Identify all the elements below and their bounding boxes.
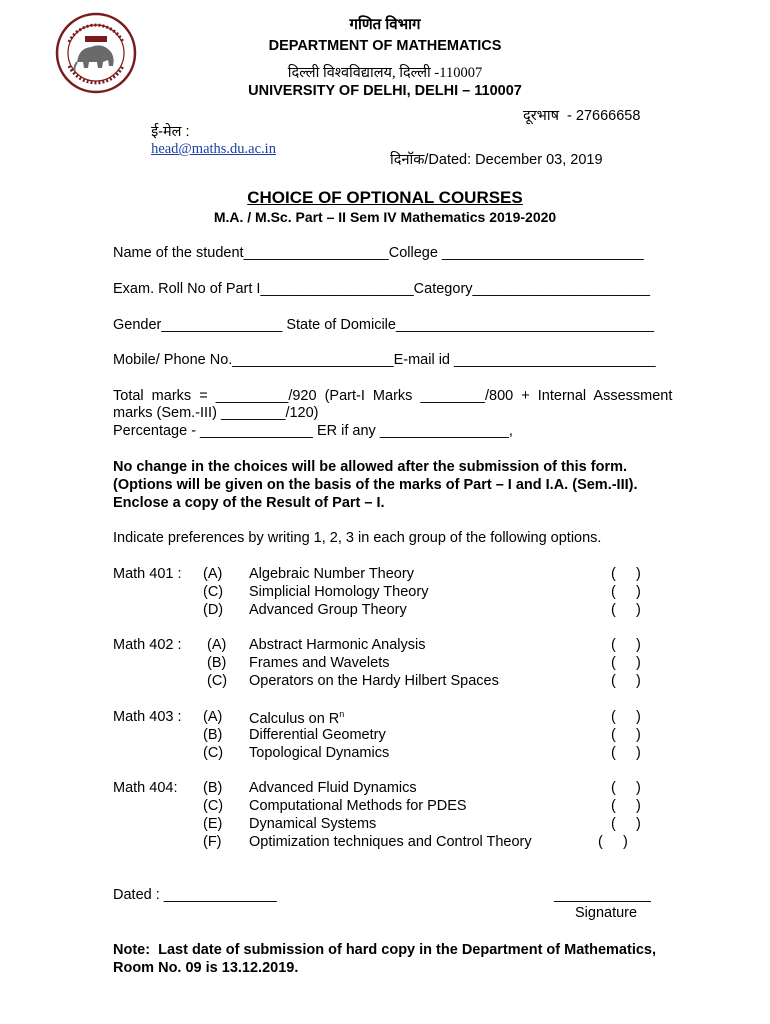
signature-label: Signature (575, 905, 638, 921)
option-name: Operators on the Hardy Hilbert Spaces (249, 673, 499, 689)
option-name: Advanced Group Theory (249, 602, 407, 618)
email-link[interactable]: head@maths.du.ac.in (151, 141, 276, 157)
option-name-calculus (249, 709, 344, 727)
option-code: (D) (203, 602, 224, 618)
field-total-marks[interactable]: Total marks = _________/920 (Part-I Marks ________/800 + Internal Assessment (113, 388, 673, 404)
group-label: Math 402 : (113, 637, 182, 653)
field-gender-domicile[interactable]: Gender_______________ State of Domicile________________________________ (113, 317, 655, 333)
preference-box[interactable]: ( ) (611, 727, 641, 743)
notice-line-1: No change in the choices will be allowed after the submission of this form. (113, 459, 628, 475)
dated-field[interactable]: Dated : ______________ (113, 887, 277, 903)
option-name: Algebraic Number Theory (249, 566, 414, 582)
option-name: Calculus on R (249, 710, 340, 727)
group-label: Math 404: (113, 780, 178, 796)
notice-line-3: Enclose a copy of the Result of Part – I. (113, 495, 385, 511)
option-code: (F) (203, 834, 222, 850)
group-label: Math 401 : (113, 566, 182, 582)
option-code: (B) (203, 727, 223, 743)
group-label: Math 403 : (113, 709, 182, 725)
field-internal-marks[interactable]: marks (Sem.-III) ________/120) (113, 405, 319, 421)
preference-box[interactable]: ( ) (611, 602, 641, 618)
option-code: (C) (203, 798, 224, 814)
preference-box[interactable]: ( ) (611, 780, 641, 796)
preference-box[interactable]: ( ) (611, 798, 641, 814)
instruction: Indicate preferences by writing 1, 2, 3 in each group of the following options. (113, 530, 602, 546)
note-line-2: Room No. 09 is 13.12.2019. (113, 960, 299, 976)
notice-line-2: (Options will be given on the basis of the marks of Part – I and I.A. (Sem.-III). (113, 477, 638, 493)
option-name: Optimization techniques and Control Theory (249, 834, 532, 850)
dept-name-hindi: गणित विभाग (349, 16, 421, 33)
preference-box[interactable]: ( ) (598, 834, 628, 850)
preference-box[interactable]: ( ) (611, 637, 641, 653)
email-label: ई-मेल : (151, 124, 190, 140)
field-roll-category[interactable]: Exam. Roll No of Part I___________________Category______________________ (113, 281, 650, 297)
dept-name: DEPARTMENT OF MATHEMATICS (268, 38, 502, 54)
phone: दूरभाष - 27666658 (523, 108, 641, 124)
univ-name: UNIVERSITY OF DELHI, DELHI – 110007 (248, 83, 522, 99)
option-name: Differential Geometry (249, 727, 386, 743)
form-subtitle: M.A. / M.Sc. Part – II Sem IV Mathematics 2019-2020 (213, 209, 557, 225)
option-name: Abstract Harmonic Analysis (249, 637, 426, 653)
option-name: Advanced Fluid Dynamics (249, 780, 417, 796)
superscript-n: n (339, 709, 345, 719)
option-code: (C) (207, 673, 228, 689)
option-name: Dynamical Systems (249, 816, 377, 832)
option-code: (A) (203, 709, 223, 725)
preference-box[interactable]: ( ) (611, 584, 641, 600)
dated: दिनॉक/Dated: December 03, 2019 (390, 152, 603, 168)
option-name: Simplicial Homology Theory (249, 584, 429, 600)
preference-box[interactable]: ( ) (611, 673, 641, 689)
email-row (143, 105, 276, 158)
option-code: (C) (203, 745, 224, 761)
preference-box[interactable]: ( ) (611, 655, 641, 671)
option-code: (B) (203, 780, 223, 796)
option-name: Computational Methods for PDES (249, 798, 467, 814)
field-name-college[interactable]: Name of the student__________________College _________________________ (113, 245, 644, 261)
field-percentage[interactable]: Percentage - ______________ ER if any ________________, (113, 423, 513, 439)
option-name: Topological Dynamics (249, 745, 390, 761)
option-name: Frames and Wavelets (249, 655, 390, 671)
signature-line[interactable]: ____________ (554, 887, 651, 903)
option-code: (B) (207, 655, 227, 671)
preference-box[interactable]: ( ) (611, 709, 641, 725)
note-line-1: Note: Last date of submission of hard copy in the Department of Mathematics, (113, 942, 657, 958)
preference-box[interactable]: ( ) (611, 745, 641, 761)
option-code: (E) (203, 816, 223, 832)
preference-box[interactable]: ( ) (611, 566, 641, 582)
univ-name-hindi: दिल्ली विश्वविद्यालय, दिल्ली -110007 (287, 65, 483, 81)
field-phone-email[interactable]: Mobile/ Phone No.____________________E-mail id _________________________ (113, 352, 656, 368)
option-code: (A) (203, 566, 223, 582)
form-title: CHOICE OF OPTIONAL COURSES (247, 188, 523, 207)
option-code: (C) (203, 584, 224, 600)
option-code: (A) (207, 637, 227, 653)
preference-box[interactable]: ( ) (611, 816, 641, 832)
